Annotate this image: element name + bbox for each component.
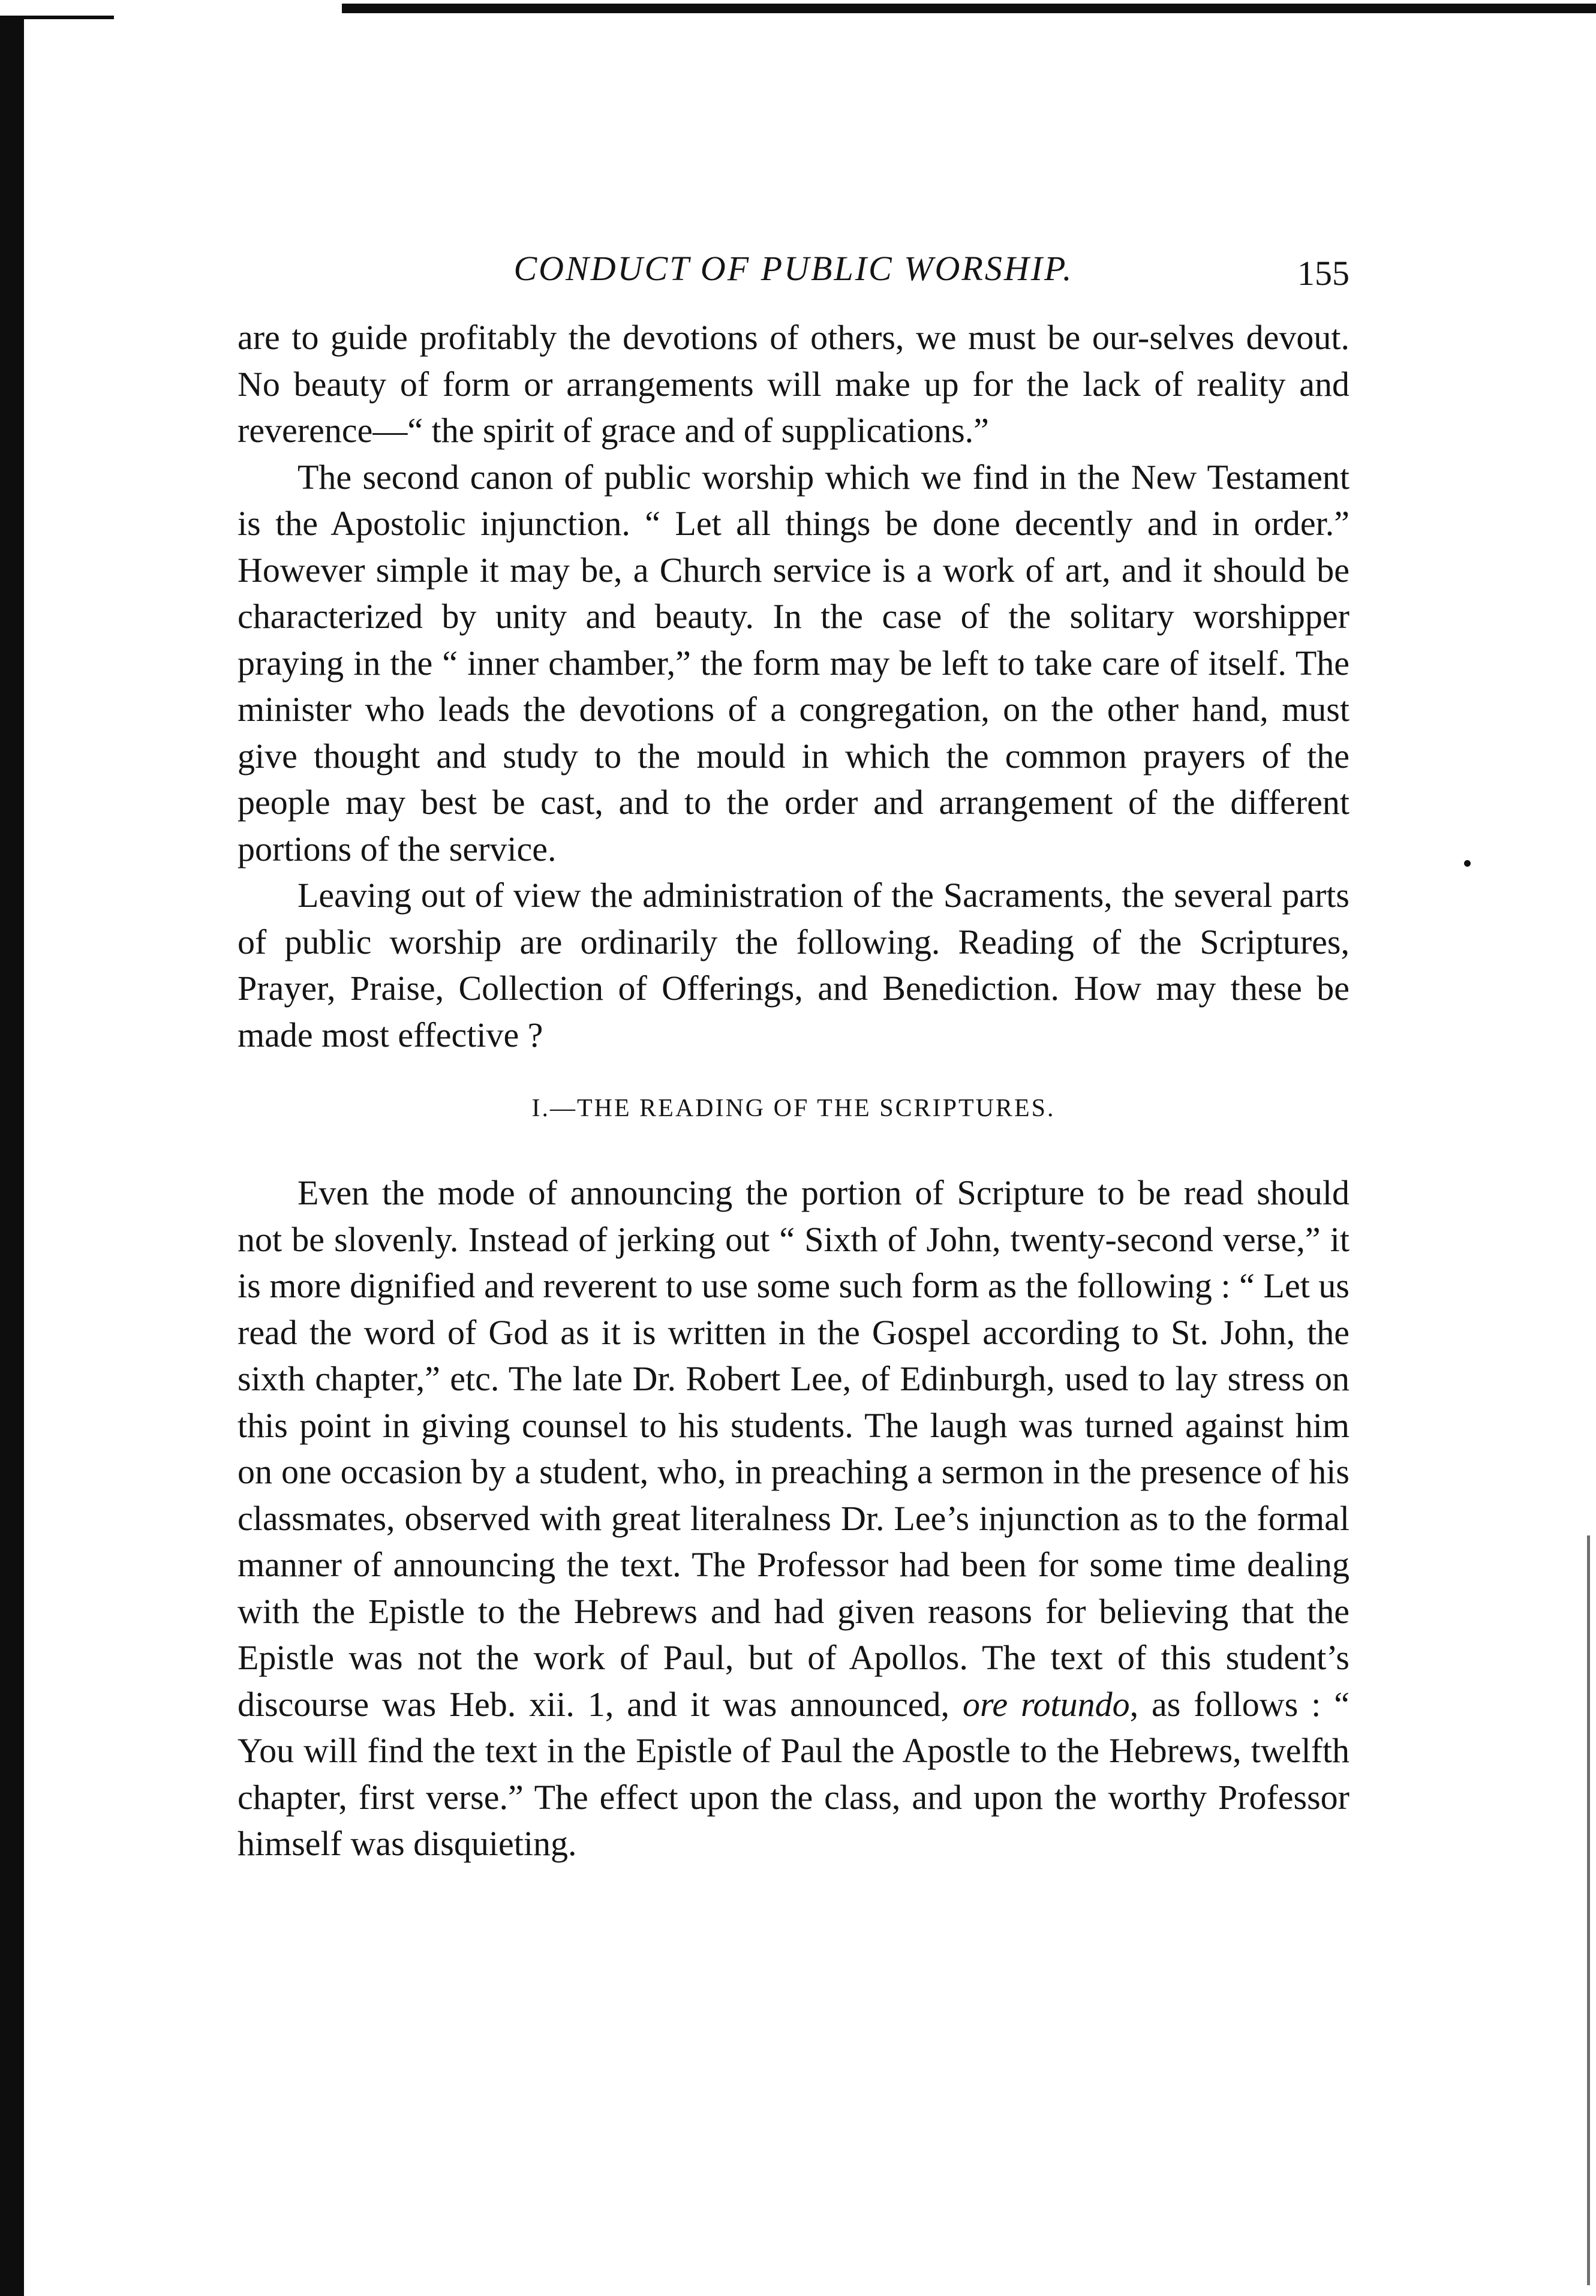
paragraph-continued: are to guide profitably the devotions of others, we must be our-selves devout. No beauty of form or arrangements will make up for the lack of reality and reverence—“ the spirit of grace and of supplications.” (238, 318, 1349, 450)
scan-edge-left (0, 17, 24, 2296)
running-title: CONDUCT OF PUBLIC WORSHIP. (513, 249, 1074, 288)
scan-edge-tick (0, 16, 114, 19)
paragraph-second-canon: The second canon of public worship which we find in the New Testament is the Apostolic injunction. “ Let all things be done decently and in order.” However simple it may be, a Church service is a work of art, and it should be characterized by unity and beauty. In the case of the solitary worshipper praying in the “ inner chamber,” the form may be left to take care of itself. The minister who leads the devotions of a congregation, on the other hand, must give thought and study to the mould in which the common prayers of the people may best be cast, and to the order and arrangement of the different portions of the service. (238, 457, 1349, 868)
paragraph-reading-scriptures (238, 1170, 1349, 1867)
paragraph-text-after: , as follows : “ You will find the text in the Epistle of Paul the Apostle to the Hebrews, twelfth chapter, first verse.” The effect upon the class, and upon the worthy Professor himself was disquieting. (238, 1684, 1349, 1863)
scan-speck (1464, 860, 1471, 867)
latin-phrase: ore rotundo (962, 1684, 1130, 1724)
running-header (238, 234, 1349, 300)
page-number: 155 (1297, 254, 1349, 293)
paragraph-text-before: Even the mode of announcing the portion of Scripture to be read should not be slovenly. Instead of jerking out “ Sixth of John, twenty-second verse,” it is more dignified and reverent to use some such form as the following : “ Let us read the word of God as it is written in the Gospel according to St. John, the sixth chapter,” etc. The late Dr. Robert Lee, of Edinburgh, used to lay stress on this point in giving counsel to his students. The laugh was turned against him on one occasion by a student, who, in preaching a sermon in the presence of his classmates, observed with great literalness Dr. Lee’s injunction as to the formal manner of announcing the text. The Professor had been for some time dealing with the Epistle to the Hebrews and had given reasons for believing that the Epistle was not the work of Paul, but of Apollos. The text of this student’s discourse was Heb. xii. 1, and it was announced, (238, 1173, 1349, 1724)
section-heading: I.—THE READING OF THE SCRIPTURES. (531, 1095, 1056, 1122)
scan-edge-top (342, 4, 1596, 13)
paragraph-parts-of-worship: Leaving out of view the administration of the Sacraments, the several parts of public worship are ordinarily the following. Reading of the Scriptures, Prayer, Praise, Collection of Offerings, and Benediction. How may these be made most effective ? (238, 876, 1349, 1054)
book-page (238, 234, 1349, 1867)
body-text (238, 314, 1349, 1867)
scan-edge-right (1587, 1535, 1590, 2285)
